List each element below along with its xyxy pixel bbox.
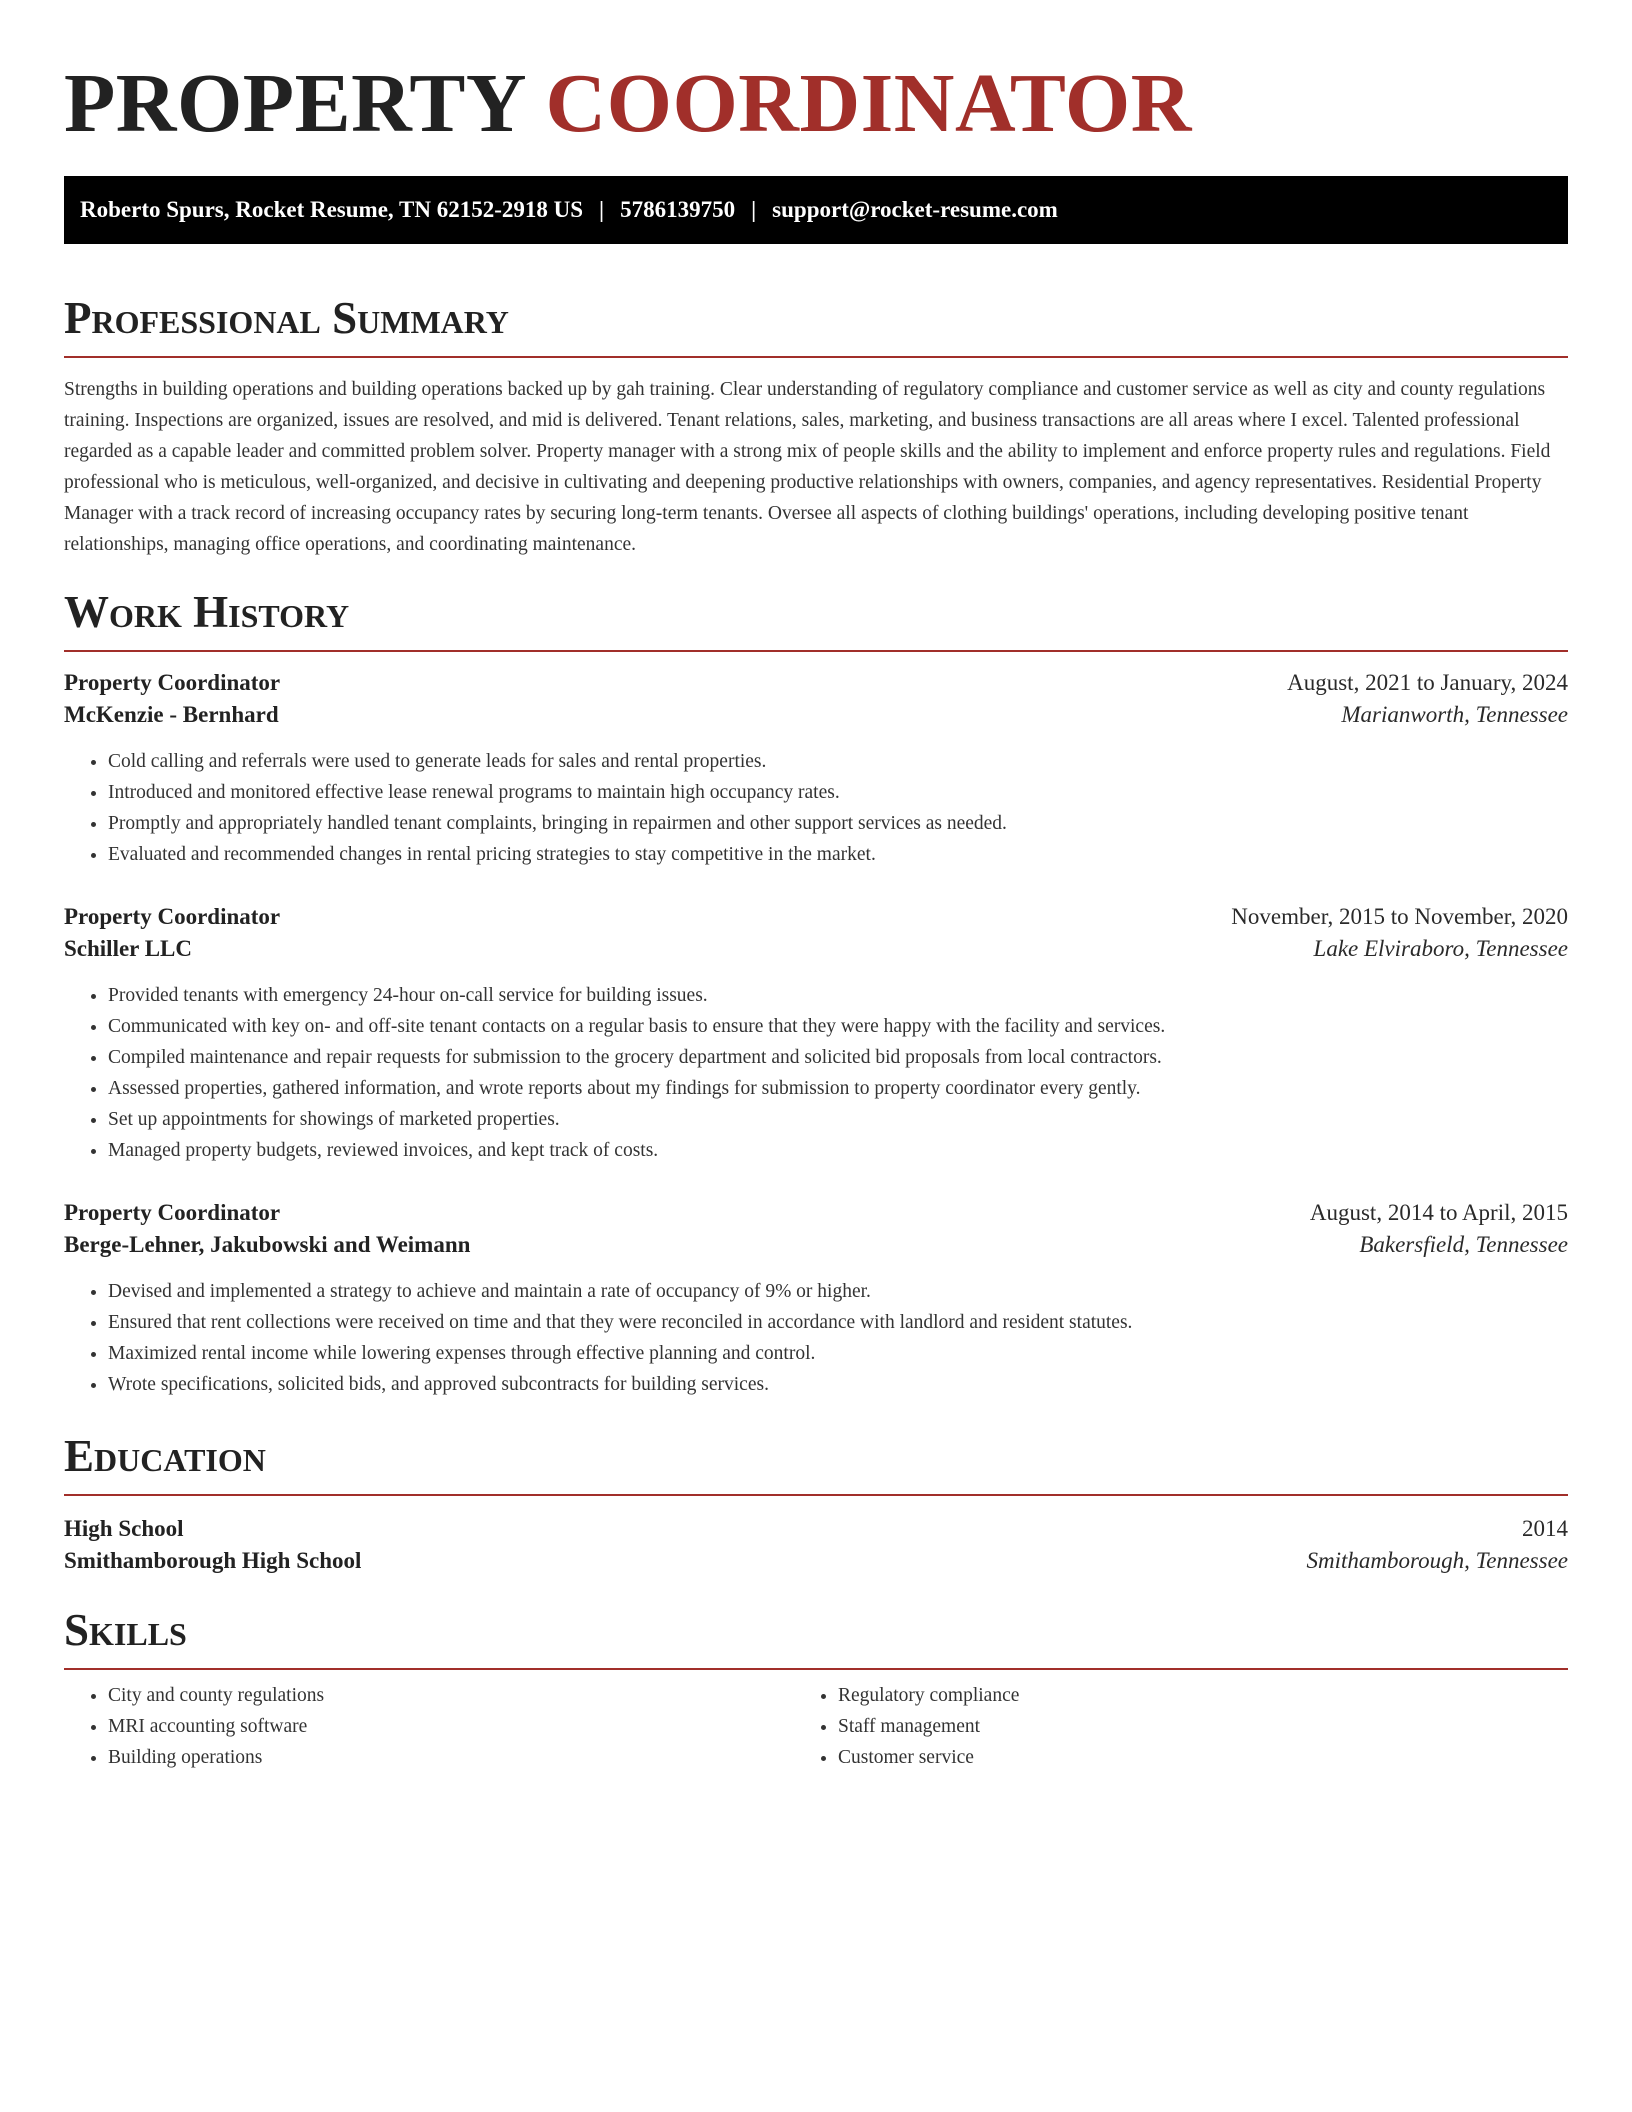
summary-text: Strengths in building operations and building operations backed up by gah training. Clear understanding of regulatory compliance and customer service as well as city and county regulations training. Inspections are organized, issues are resolved, and mid is delivered. Tenant relations, sales, marketing, and business transactions are all areas where I excel. Talented professional regarded as a capable leader and committed problem solver. Property manager with a strong mix of people skills and the ability to implement and enforce property rules and regulations. Field professional who is meticulous, well-organized, and decisive in cultivating and deepening productive relationships with owners, companies, and agency representatives. Residential Property Manager with a track record of increasing occupancy rates by securing long-term tenants. Oversee all aspects of clothing buildings' operations, including developing positive tenant relationships, managing office operations, and coordinating maintenance. xyxy=(64,379,1551,555)
education-location: Smithamborough, Tennessee xyxy=(1306,1548,1568,1573)
job-title: Property Coordinator xyxy=(64,904,281,929)
title-part-2: COORDINATOR xyxy=(545,57,1192,150)
section-heading: Work History xyxy=(64,587,350,637)
bullet-item: • Promptly and appropriately handled tenant complaints, bringing in repairmen and other support services as needed. xyxy=(108,808,1568,839)
skills-section xyxy=(64,1604,1568,1773)
job-title: Property Coordinator xyxy=(64,1200,281,1225)
job-bullets xyxy=(64,1276,1568,1400)
job-bullets xyxy=(64,746,1568,870)
bullet-item: • Managed property budgets, reviewed invoices, and kept track of costs. xyxy=(108,1135,1568,1166)
company-name: Schiller LLC xyxy=(64,936,193,961)
job-bullets xyxy=(64,980,1568,1166)
education-year: 2014 xyxy=(1522,1516,1568,1541)
section-divider xyxy=(64,1494,1568,1496)
contact-separator: | xyxy=(751,197,757,222)
education-school: Smithamborough High School xyxy=(64,1548,362,1573)
bullet-item: • Cold calling and referrals were used to generate leads for sales and rental properties. xyxy=(108,746,1568,777)
section-heading: Professional Summary xyxy=(64,293,509,343)
contact-email: support@rocket-resume.com xyxy=(772,197,1058,222)
job-entry xyxy=(64,670,1568,870)
skills-column-right xyxy=(794,1680,1546,1773)
job-location: Lake Elviraboro, Tennessee xyxy=(1313,936,1568,961)
bullet-item: • Assessed properties, gathered information, and wrote reports about my findings for submission to property coordinator every gently. xyxy=(108,1073,1568,1104)
bullet-item: • Set up appointments for showings of marketed properties. xyxy=(108,1104,1568,1135)
job-dates: August, 2021 to January, 2024 xyxy=(1287,670,1568,695)
contact-address: Roberto Spurs, Rocket Resume, TN 62152-2918 US xyxy=(80,197,584,222)
company-name: McKenzie - Bernhard xyxy=(64,702,279,727)
company-name: Berge-Lehner, Jakubowski and Weimann xyxy=(64,1232,471,1257)
skill-item: • Customer service xyxy=(838,1742,1546,1773)
work-history-section xyxy=(64,586,1568,1400)
section-divider xyxy=(64,356,1568,358)
skills-grid xyxy=(64,1680,1568,1773)
bullet-item: • Devised and implemented a strategy to achieve and maintain a rate of occupancy of 9% or higher. xyxy=(108,1276,1568,1307)
bullet-item: • Wrote specifications, solicited bids, and approved subcontracts for building services. xyxy=(108,1369,1568,1400)
section-divider xyxy=(64,1668,1568,1670)
section-divider xyxy=(64,650,1568,652)
skill-item: • Staff management xyxy=(838,1711,1546,1742)
contact-separator: | xyxy=(599,197,605,222)
section-heading: Skills xyxy=(64,1605,187,1655)
job-title: Property Coordinator xyxy=(64,670,281,695)
bullet-item: • Ensured that rent collections were received on time and that they were reconciled in accordance with landlord and resident statutes. xyxy=(108,1307,1568,1338)
job-entry xyxy=(64,1200,1568,1400)
job-location: Marianworth, Tennessee xyxy=(1341,702,1568,727)
skill-item: • MRI accounting software xyxy=(108,1711,816,1742)
section-heading: Education xyxy=(64,1431,266,1481)
job-dates: November, 2015 to November, 2020 xyxy=(1231,904,1568,929)
skill-item: • Regulatory compliance xyxy=(838,1680,1546,1711)
skills-column-left xyxy=(64,1680,816,1773)
bullet-item: • Communicated with key on- and off-site tenant contacts on a regular basis to ensure that they were happy with the facility and services. xyxy=(108,1011,1568,1042)
education-entry xyxy=(64,1516,1568,1574)
education-section xyxy=(64,1430,1568,1574)
bullet-item: • Compiled maintenance and repair requests for submission to the grocery department and solicited bid proposals from local contractors. xyxy=(108,1042,1568,1073)
title-part-1: PROPERTY xyxy=(64,57,524,150)
bullet-item: • Provided tenants with emergency 24-hour on-call service for building issues. xyxy=(108,980,1568,1011)
skill-item: • Building operations xyxy=(108,1742,816,1773)
job-location: Bakersfield, Tennessee xyxy=(1359,1232,1568,1257)
bullet-item: • Introduced and monitored effective lease renewal programs to maintain high occupancy rates. xyxy=(108,777,1568,808)
education-degree: High School xyxy=(64,1516,184,1541)
job-entry xyxy=(64,904,1568,1166)
bullet-item: • Maximized rental income while lowering expenses through effective planning and control. xyxy=(108,1338,1568,1369)
contact-bar xyxy=(64,176,1568,244)
bullet-item: • Evaluated and recommended changes in rental pricing strategies to stay competitive in the market. xyxy=(108,839,1568,870)
contact-phone: 5786139750 xyxy=(620,197,736,222)
summary-section xyxy=(64,292,1568,560)
resume-title xyxy=(64,56,1568,152)
skill-item: • City and county regulations xyxy=(108,1680,816,1711)
job-dates: August, 2014 to April, 2015 xyxy=(1309,1200,1568,1225)
